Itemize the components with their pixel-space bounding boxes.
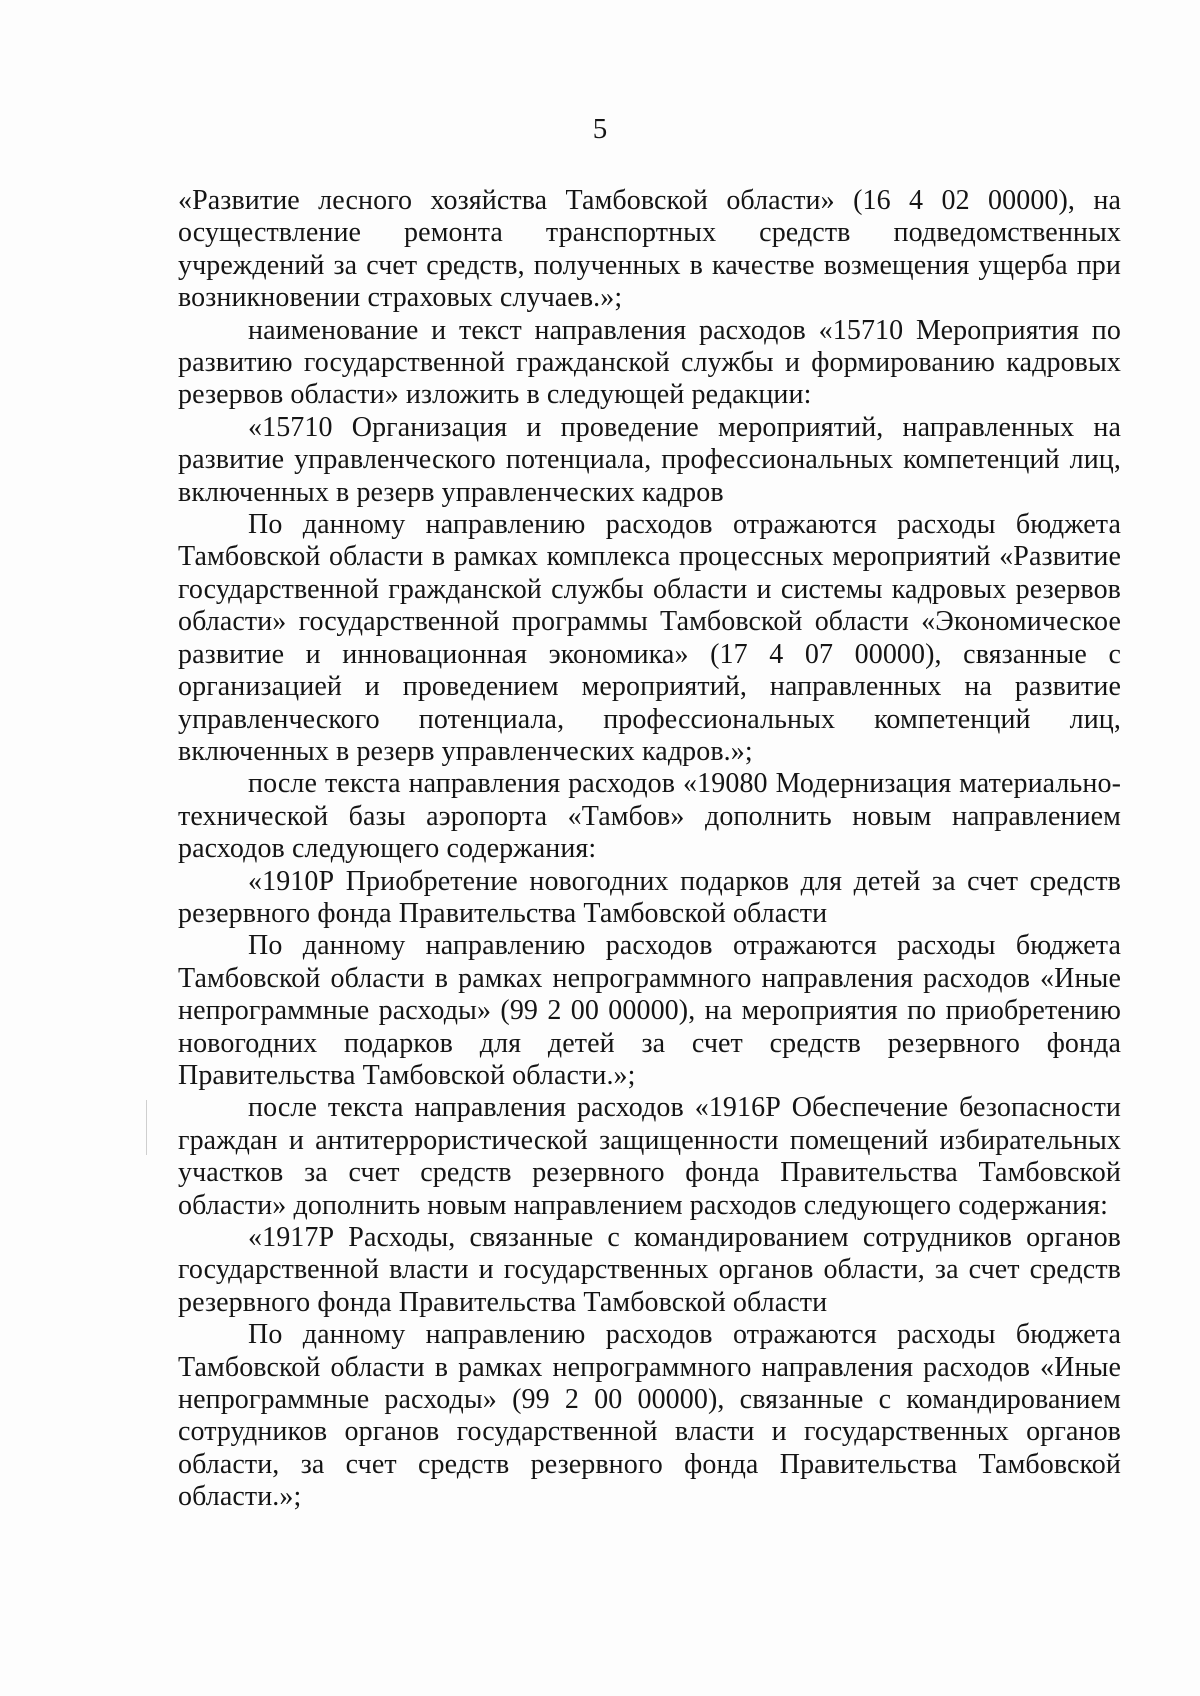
document-body xyxy=(178,185,1121,1514)
paragraph: «Развитие лесного хозяйства Тамбовской области» (16 4 02 00000), на осуществление ремонта транспортных средств подведомственных учреждений за счет средств, полученных в качестве возмещения ущерба при возникновении страховых случаев.»; xyxy=(178,185,1121,314)
paragraph: По данному направлению расходов отражаются расходы бюджета Тамбовской области в рамках непрограммного направления расходов «Иные непрограммные расходы» (99 2 00 00000), на мероприятия по приобретению новогодних подарков для детей за счет средств резервного фонда Правительства Тамбовской области.»; xyxy=(178,930,1121,1091)
paragraph: «15710 Организация и проведение мероприятий, направленных на развитие управленческого потенциала, профессиональных компетенций лиц, включенных в резерв управленческих кадров xyxy=(178,411,1121,508)
scan-margin-mark xyxy=(146,1100,147,1155)
paragraph: По данному направлению расходов отражаются расходы бюджета Тамбовской области в рамках непрограммного направления расходов «Иные непрограммные расходы» (99 2 00 00000), связанные с командированием сотрудников органов государственной власти и государственных органов области, за счет средств резервного фонда Правительства Тамбовской области.»; xyxy=(178,1319,1121,1513)
paragraph: «1910Р Приобретение новогодних подарков для детей за счет средств резервного фонда Правительства Тамбовской области xyxy=(178,865,1121,929)
paragraph: наименование и текст направления расходов «15710 Мероприятия по развитию государственной гражданской службы и формированию кадровых резервов области» изложить в следующей редакции: xyxy=(178,314,1121,411)
page-number: 5 xyxy=(592,113,608,145)
paragraph: По данному направлению расходов отражаются расходы бюджета Тамбовской области в рамках комплекса процессных мероприятий «Развитие государственной гражданской службы области и системы кадровых резервов области» государственной программы Тамбовской области «Экономическое развитие и инновационная экономика» (17 4 07 00000), связанные с организацией и проведением мероприятий, направленных на развитие управленческого потенциала, профессиональных компетенций лиц, включенных в резерв управленческих кадров.»; xyxy=(178,509,1121,767)
paragraph: после текста направления расходов «1916Р Обеспечение безопасности граждан и антитеррористической защищенности помещений избирательных участков за счет средств резервного фонда Правительства Тамбовской области» дополнить новым направлением расходов следующего содержания: xyxy=(178,1092,1121,1221)
paragraph: после текста направления расходов «19080 Модернизация материально-технической базы аэропорта «Тамбов» дополнить новым направлением расходов следующего содержания: xyxy=(178,768,1121,865)
paragraph: «1917Р Расходы, связанные с командированием сотрудников органов государственной власти и государственных органов области, за счет средств резервного фонда Правительства Тамбовской области xyxy=(178,1222,1121,1318)
